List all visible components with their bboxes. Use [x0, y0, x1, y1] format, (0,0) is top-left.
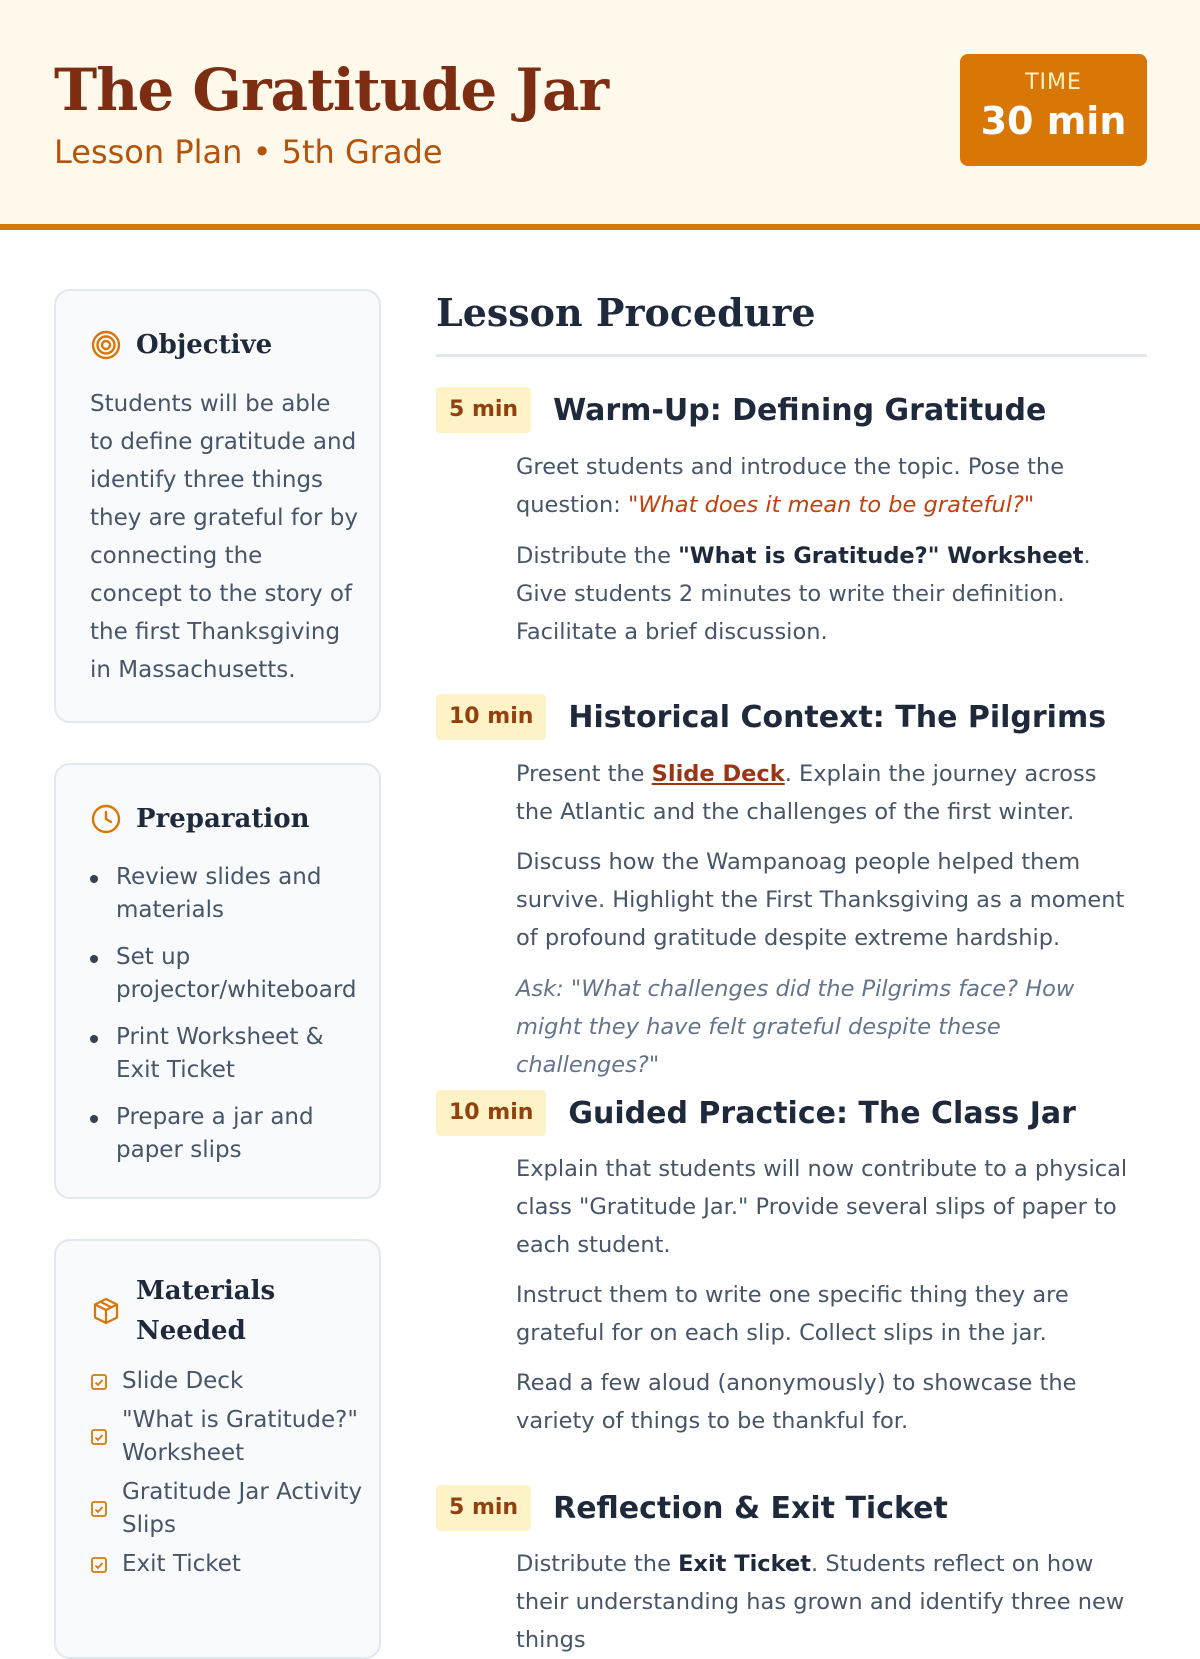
step-paragraph: Read a few aloud (anonymously) to showcase the variety of things to be thankful for.	[516, 1370, 1077, 1434]
material-label: Exit Ticket	[122, 1551, 241, 1577]
time-value: 30 min	[980, 99, 1127, 143]
materials-header	[90, 1271, 276, 1351]
step-header	[436, 1485, 948, 1531]
step-header	[436, 387, 1046, 433]
checkbox-icon	[90, 1373, 108, 1391]
worksheet-name: "What is Gratitude?" Worksheet	[678, 543, 1084, 569]
paragraph-text: . Students reflect on how their understanding has grown and identify three new things	[516, 1551, 1125, 1653]
step-paragraph	[516, 537, 1136, 651]
procedure-title: Lesson Procedure	[436, 290, 816, 335]
objective-title: Objective	[136, 330, 273, 360]
paragraph-text: Distribute the	[516, 543, 679, 569]
procedure-divider	[436, 354, 1147, 357]
preparation-card	[54, 763, 381, 1199]
paragraph-text: Distribute the	[516, 1551, 679, 1577]
material-label: Gratitude Jar Activity Slips	[122, 1479, 363, 1538]
materials-list	[90, 1365, 370, 1587]
step-header	[436, 694, 1106, 740]
preparation-title: Preparation	[136, 804, 310, 834]
step-paragraph: Explain that students will now contribute to a physical class "Gratitude Jar." Provide several slips of paper to each student.	[516, 1156, 1128, 1258]
step-paragraph: Instruct them to write one specific thing they are grateful for on each slip. Collect slips in the jar.	[516, 1282, 1069, 1346]
step-paragraph	[516, 1545, 1136, 1659]
page-header	[0, 0, 1200, 230]
step-header	[436, 1090, 1076, 1136]
page-subtitle: Lesson Plan • 5th Grade	[54, 133, 443, 171]
list-item: Prepare a jar and paper slips	[90, 1101, 370, 1167]
clock-icon	[90, 803, 122, 835]
checkbox-icon	[90, 1500, 108, 1518]
material-label: Slide Deck	[122, 1368, 244, 1394]
time-badge	[960, 54, 1147, 166]
duration-badge: 5 min	[436, 387, 531, 433]
target-icon	[90, 329, 122, 361]
material-label: "What is Gratitude?" Worksheet	[122, 1407, 358, 1466]
duration-badge: 10 min	[436, 694, 546, 740]
step-paragraph	[516, 755, 1136, 831]
slide-deck-link[interactable]: Slide Deck	[651, 761, 785, 787]
objective-card	[54, 289, 381, 723]
step-title: Historical Context: The Pilgrims	[568, 699, 1107, 735]
question-quote: "What does it mean to be grateful?"	[627, 492, 1035, 518]
objective-header	[90, 325, 272, 365]
list-item	[90, 1548, 370, 1581]
step-paragraph: Discuss how the Wampanoag people helped them survive. Highlight the First Thanksgiving as a moment of profound gratitude despite extreme hardship.	[516, 849, 1125, 951]
step-title: Reflection & Exit Ticket	[553, 1490, 948, 1526]
page-title: The Gratitude Jar	[54, 56, 609, 124]
discussion-prompt: Ask: "What challenges did the Pilgrims face? How might they have felt grateful despite these challenges?"	[516, 976, 1075, 1078]
step-title: Warm-Up: Defining Gratitude	[553, 392, 1047, 428]
list-item: Set up projector/whiteboard	[90, 941, 370, 1007]
paragraph-text: Greet students and introduce the topic. Pose the question:	[516, 454, 1065, 518]
step-paragraph	[516, 448, 1136, 524]
exit-ticket-name: Exit Ticket	[678, 1551, 812, 1577]
duration-badge: 10 min	[436, 1090, 546, 1136]
list-item	[90, 1365, 370, 1398]
list-item	[90, 1476, 370, 1542]
materials-card	[54, 1239, 381, 1659]
objective-text: Students will be able to define gratitude and identify three things they are grateful for by connecting the concept to the story of the first Thanksgiving in Massachusetts.	[90, 391, 359, 683]
duration-badge: 5 min	[436, 1485, 531, 1531]
step-title: Guided Practice: The Class Jar	[568, 1095, 1076, 1131]
list-item: Print Worksheet & Exit Ticket	[90, 1021, 370, 1087]
preparation-header	[90, 799, 310, 839]
checkbox-icon	[90, 1556, 108, 1574]
paragraph-text: . Give students 2 minutes to write their definition. Facilitate a brief discussion.	[516, 543, 1091, 645]
preparation-list	[90, 861, 370, 1181]
checkbox-icon	[90, 1428, 108, 1446]
list-item	[90, 1404, 370, 1470]
materials-title: Materials Needed	[136, 1276, 276, 1346]
box-icon	[90, 1295, 122, 1327]
list-item: Review slides and materials	[90, 861, 370, 927]
time-label: TIME	[1025, 70, 1082, 95]
paragraph-text: . Explain the journey across the Atlantic and the challenges of the first winter.	[516, 761, 1097, 825]
paragraph-text: Present the	[516, 761, 652, 787]
